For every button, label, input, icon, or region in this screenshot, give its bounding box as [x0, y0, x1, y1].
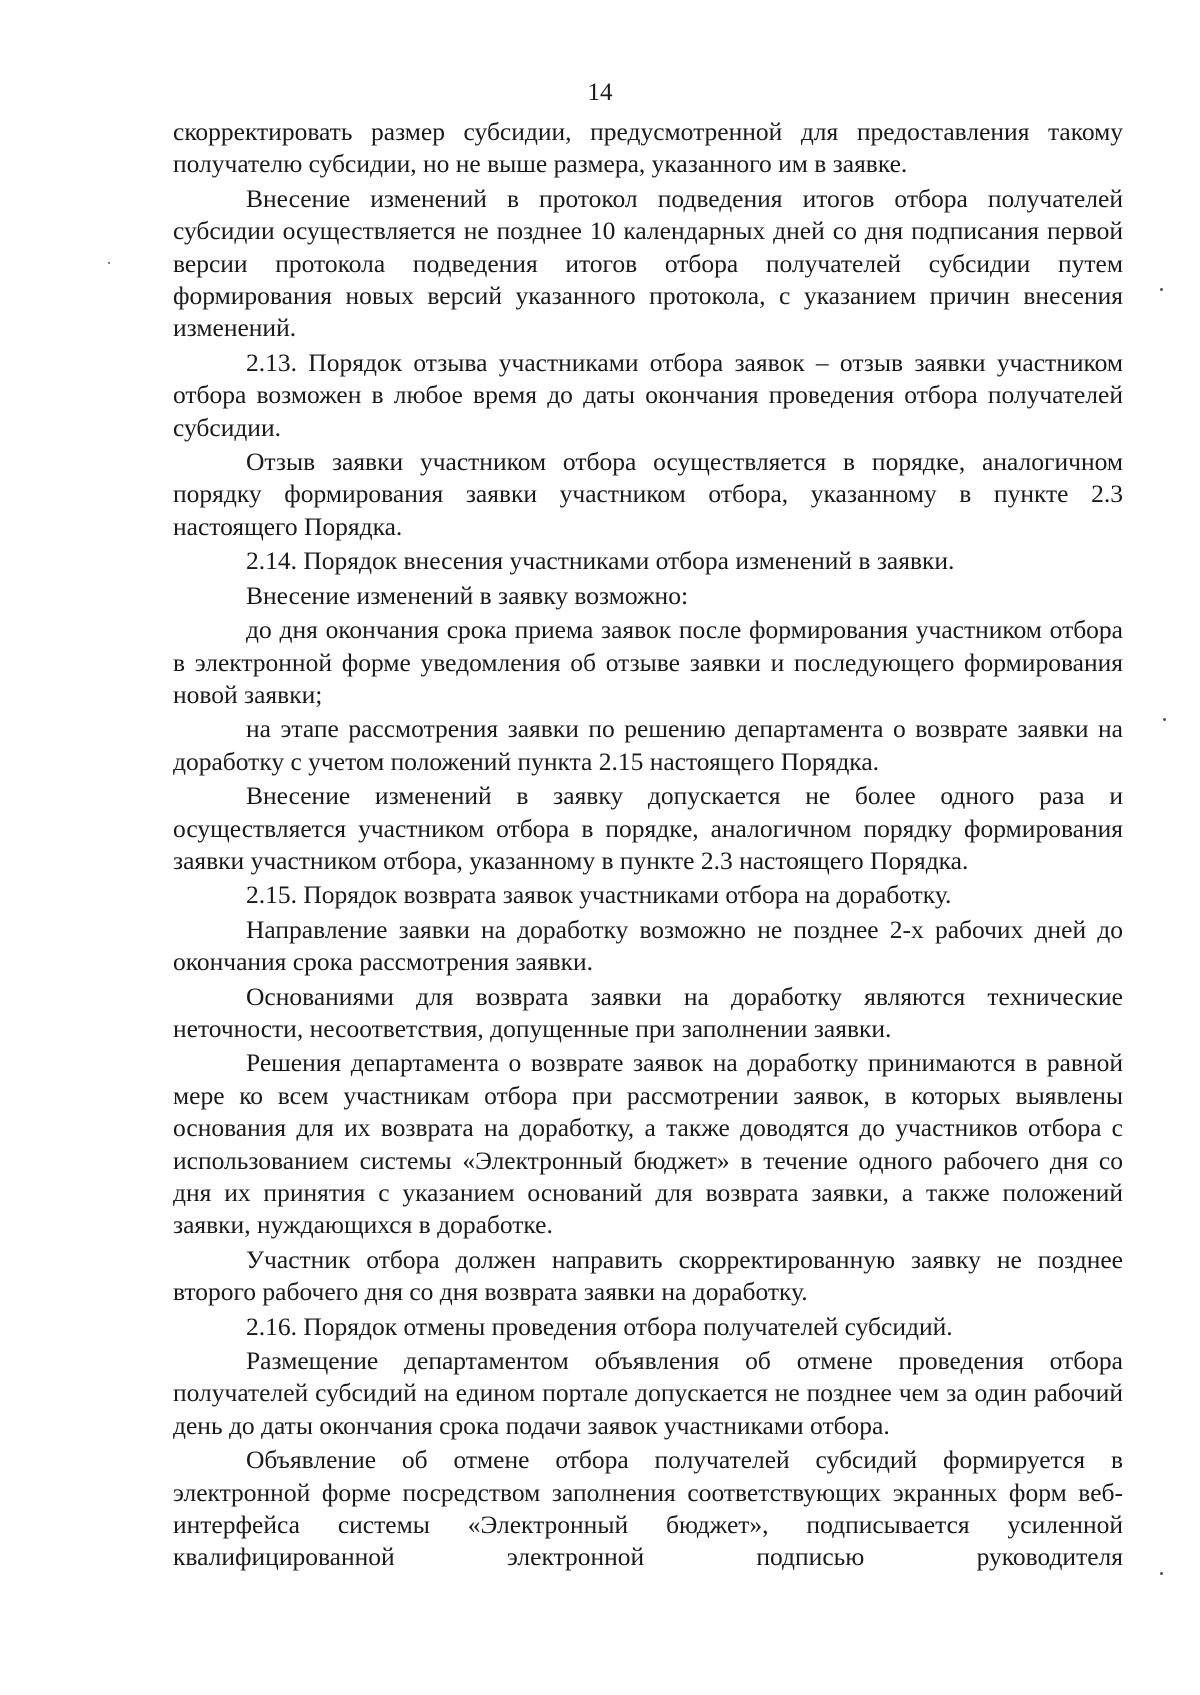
document-body: [173, 116, 1123, 1576]
paragraph: Решения департамента о возврате заявок на доработку принимаются в равной мере ко всем участникам отбора при рассмотрении заявок, в которых выявлены основания для их возврата на доработку, а также доводятся до участников отбора с использованием системы «Электронный бюджет» в течение одного рабочего дня со дня их принятия с указанием оснований для возврата заявки, а также положений заявки, нуждающихся в доработке.: [173, 1048, 1123, 1240]
paragraph: до дня окончания срока приема заявок после формирования участником отбора в электронной форме уведомления об отзыве заявки и последующего формирования новой заявки;: [173, 615, 1123, 709]
page-number: 14: [587, 79, 613, 106]
paragraph-2-15: 2.15. Порядок возврата заявок участниками отбора на доработку.: [246, 880, 952, 910]
paragraph-continuation: скорректировать размер субсидии, предусмотренной для предоставления такому получателю субсидии, но не выше размера, указанного им в заявке.: [173, 117, 1123, 179]
paragraph-2-13: 2.13. Порядок отзыва участниками отбора заявок – отзыв заявки участником отбора возможен в любое время до даты окончания проведения отбора получателей субсидии.: [173, 347, 1123, 442]
paragraph: Основаниями для возврата заявки на доработку являются технические неточности, несоответствия, допущенные при заполнении заявки.: [173, 981, 1123, 1043]
paragraph: Внесение изменений в протокол подведения итогов отбора получателей субсидии осуществляется не позднее 10 календарных дней со дня подписания первой версии протокола подведения итогов отбора получателей субсидии путем формирования новых версий указанного протокола, с указанием причин внесения изменений.: [173, 183, 1123, 343]
scan-speck: [1160, 1572, 1163, 1575]
paragraph-2-16: 2.16. Порядок отмены проведения отбора получателей субсидий.: [246, 1311, 953, 1341]
scan-speck: [1163, 718, 1166, 721]
paragraph: Внесение изменений в заявку допускается не более одного раза и осуществляется участником отбора в порядке, аналогичном порядку формирования заявки участником отбора, указанному в пункте 2.3 настоящего Порядка.: [173, 781, 1123, 875]
scan-speck: [1160, 288, 1163, 291]
scan-speck: [108, 262, 110, 264]
paragraph: Участник отбора должен направить скорректированную заявку не позднее второго рабочего дня со дня возврата заявки на доработку.: [173, 1244, 1123, 1307]
paragraph: Отзыв заявки участником отбора осуществляется в порядке, аналогичном порядку формирования заявки участником отбора, указанному в пункте 2.3 настоящего Порядка.: [173, 447, 1123, 541]
paragraph-continues: Объявление об отмене отбора получателей субсидий формируется в электронной форме посредством заполнения соответствующих экранных форм веб-интерфейса системы «Электронный бюджет», подписывается усиленной квалифицированной электронной подписью руководителя: [173, 1445, 1123, 1572]
paragraph: Размещение департаментом объявления об отмене проведения отбора получателей субсидий на едином портале допускается не позднее чем за один рабочий день до даты окончания срока подачи заявок участниками отбора.: [173, 1346, 1123, 1440]
paragraph: Направление заявки на доработку возможно не позднее 2-х рабочих дней до окончания срока рассмотрения заявки.: [173, 914, 1123, 977]
paragraph: на этапе рассмотрения заявки по решению департамента о возврате заявки на доработку с учетом положений пункта 2.15 настоящего Порядка.: [173, 714, 1123, 776]
paragraph: Внесение изменений в заявку возможно:: [246, 580, 689, 610]
paragraph-2-14: 2.14. Порядок внесения участниками отбора изменений в заявки.: [246, 546, 955, 576]
